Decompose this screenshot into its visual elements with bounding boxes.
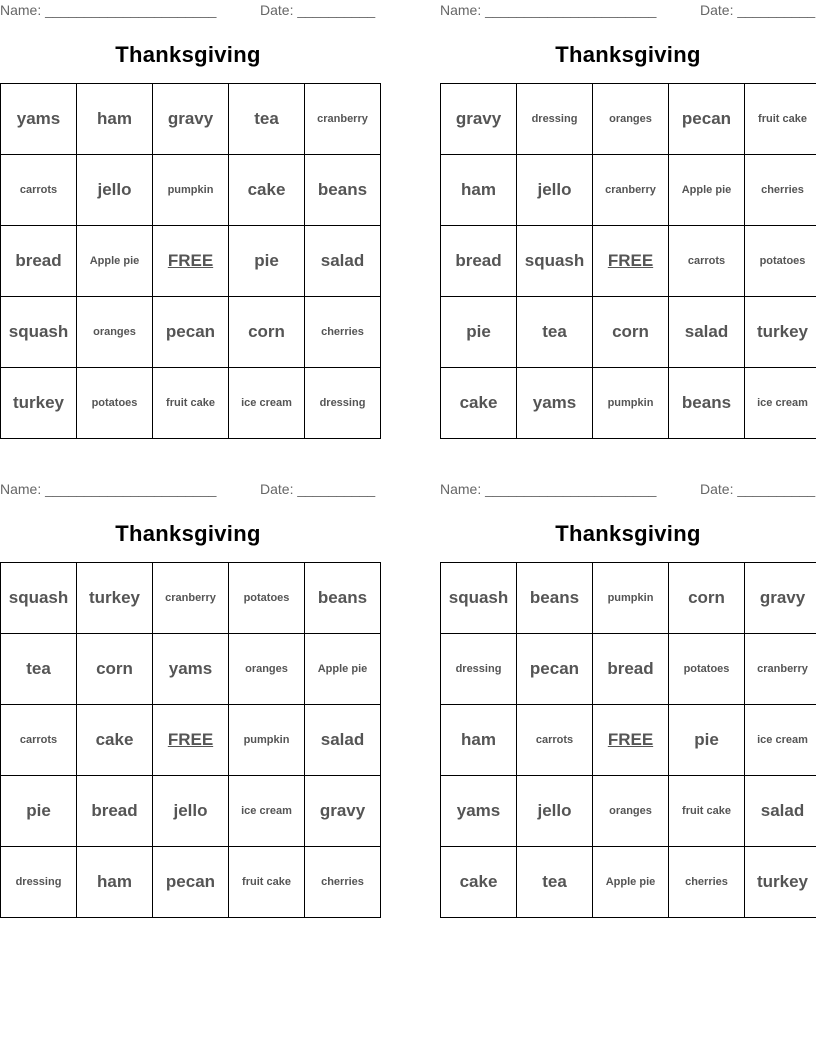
- bingo-cell: dressing: [1, 847, 77, 918]
- bingo-cell: tea: [517, 847, 593, 918]
- bingo-cell: ice cream: [745, 705, 816, 776]
- grid-row: [441, 776, 816, 847]
- bingo-cell: yams: [1, 84, 77, 155]
- name-field-label: Name: ______________________: [0, 2, 217, 18]
- card-title: Thanksgiving: [555, 521, 701, 546]
- name-date-row: [440, 2, 816, 20]
- grid-row: [1, 155, 381, 226]
- bingo-cell: cranberry: [593, 155, 669, 226]
- bingo-cell: cake: [441, 847, 517, 918]
- bingo-cell: Apple pie: [669, 155, 745, 226]
- grid-row: [1, 847, 381, 918]
- grid-row: [1, 226, 381, 297]
- bingo-cell: oranges: [77, 297, 153, 368]
- grid-row: [441, 368, 816, 439]
- name-date-row: [0, 2, 376, 20]
- grid-row: [1, 563, 381, 634]
- bingo-cell: beans: [305, 155, 381, 226]
- bingo-cell: bread: [441, 226, 517, 297]
- bingo-cell: turkey: [77, 563, 153, 634]
- date-field-label: Date: __________: [700, 481, 816, 497]
- bingo-cell: cherries: [305, 297, 381, 368]
- bingo-grid: [0, 562, 381, 918]
- bingo-cell: pumpkin: [229, 705, 305, 776]
- bingo-cell: cherries: [305, 847, 381, 918]
- bingo-cell: cranberry: [305, 84, 381, 155]
- bingo-cell: gravy: [305, 776, 381, 847]
- bingo-cell: salad: [669, 297, 745, 368]
- free-space-cell: FREE: [153, 705, 229, 776]
- bingo-cell: jello: [517, 155, 593, 226]
- grid-row: [1, 297, 381, 368]
- bingo-grid: [0, 83, 381, 439]
- bingo-cell: turkey: [1, 368, 77, 439]
- grid-row: [1, 84, 381, 155]
- grid-row: [441, 297, 816, 368]
- grid-row: [1, 368, 381, 439]
- bingo-cell: carrots: [1, 155, 77, 226]
- bingo-cell: tea: [229, 84, 305, 155]
- bingo-cell: pecan: [153, 297, 229, 368]
- bingo-cell: pie: [669, 705, 745, 776]
- bingo-cell: cake: [229, 155, 305, 226]
- bingo-cell: cake: [77, 705, 153, 776]
- bingo-cell: oranges: [229, 634, 305, 705]
- bingo-cell: gravy: [441, 84, 517, 155]
- name-field-label: Name: ______________________: [440, 481, 657, 497]
- free-space-cell: FREE: [593, 226, 669, 297]
- bingo-cell: potatoes: [745, 226, 816, 297]
- bingo-cell: dressing: [517, 84, 593, 155]
- bingo-cell: pumpkin: [593, 563, 669, 634]
- bingo-cell: pie: [441, 297, 517, 368]
- bingo-cell: corn: [229, 297, 305, 368]
- name-date-row: [440, 481, 816, 499]
- bingo-cell: potatoes: [77, 368, 153, 439]
- bingo-cell: jello: [517, 776, 593, 847]
- grid-row: [441, 634, 816, 705]
- bingo-cell: cake: [441, 368, 517, 439]
- bingo-cell: oranges: [593, 776, 669, 847]
- bingo-cell: tea: [517, 297, 593, 368]
- bingo-cell: salad: [305, 705, 381, 776]
- bingo-cell: pie: [229, 226, 305, 297]
- grid-row: [441, 705, 816, 776]
- bingo-cell: ham: [441, 155, 517, 226]
- name-field-label: Name: ______________________: [0, 481, 217, 497]
- grid-row: [1, 705, 381, 776]
- bingo-cell: gravy: [745, 563, 816, 634]
- date-field-label: Date: __________: [260, 2, 376, 18]
- grid-row: [441, 155, 816, 226]
- free-space-cell: FREE: [593, 705, 669, 776]
- bingo-cell: beans: [517, 563, 593, 634]
- card-title: Thanksgiving: [115, 521, 261, 546]
- bingo-cell: squash: [1, 297, 77, 368]
- free-space-cell: FREE: [153, 226, 229, 297]
- bingo-cell: yams: [517, 368, 593, 439]
- bingo-cell: beans: [669, 368, 745, 439]
- date-field-label: Date: __________: [260, 481, 376, 497]
- bingo-cell: bread: [77, 776, 153, 847]
- bingo-cell: pumpkin: [153, 155, 229, 226]
- card-title: Thanksgiving: [555, 42, 701, 67]
- bingo-cell: jello: [153, 776, 229, 847]
- bingo-cell: turkey: [745, 847, 816, 918]
- date-field-label: Date: __________: [700, 2, 816, 18]
- bingo-cell: pecan: [517, 634, 593, 705]
- bingo-cell: jello: [77, 155, 153, 226]
- bingo-cell: squash: [1, 563, 77, 634]
- grid-row: [441, 847, 816, 918]
- bingo-cell: ice cream: [229, 368, 305, 439]
- bingo-cell: cherries: [745, 155, 816, 226]
- bingo-cell: salad: [745, 776, 816, 847]
- bingo-cell: pie: [1, 776, 77, 847]
- card-title: Thanksgiving: [115, 42, 261, 67]
- bingo-cell: dressing: [305, 368, 381, 439]
- grid-row: [441, 563, 816, 634]
- bingo-cell: gravy: [153, 84, 229, 155]
- bingo-cell: potatoes: [669, 634, 745, 705]
- bingo-cell: carrots: [1, 705, 77, 776]
- bingo-cell: ice cream: [745, 368, 816, 439]
- bingo-cell: salad: [305, 226, 381, 297]
- bingo-cell: bread: [1, 226, 77, 297]
- grid-row: [441, 84, 816, 155]
- bingo-cell: pecan: [669, 84, 745, 155]
- bingo-cell: oranges: [593, 84, 669, 155]
- bingo-cell: ham: [77, 847, 153, 918]
- name-field-label: Name: ______________________: [440, 2, 657, 18]
- bingo-cell: carrots: [669, 226, 745, 297]
- bingo-grid: [440, 83, 816, 439]
- bingo-cell: ham: [441, 705, 517, 776]
- bingo-cell: fruit cake: [229, 847, 305, 918]
- bingo-cell: cranberry: [153, 563, 229, 634]
- bingo-cell: potatoes: [229, 563, 305, 634]
- grid-row: [441, 226, 816, 297]
- bingo-cell: corn: [77, 634, 153, 705]
- bingo-cell: Apple pie: [77, 226, 153, 297]
- bingo-cell: yams: [441, 776, 517, 847]
- bingo-cell: squash: [441, 563, 517, 634]
- bingo-cell: cranberry: [745, 634, 816, 705]
- bingo-cell: Apple pie: [593, 847, 669, 918]
- bingo-cell: yams: [153, 634, 229, 705]
- bingo-cell: pumpkin: [593, 368, 669, 439]
- bingo-cell: fruit cake: [745, 84, 816, 155]
- bingo-cell: bread: [593, 634, 669, 705]
- bingo-cell: turkey: [745, 297, 816, 368]
- bingo-cell: Apple pie: [305, 634, 381, 705]
- bingo-cell: fruit cake: [669, 776, 745, 847]
- bingo-cell: beans: [305, 563, 381, 634]
- bingo-cell: ham: [77, 84, 153, 155]
- bingo-cell: dressing: [441, 634, 517, 705]
- name-date-row: [0, 481, 376, 499]
- bingo-cell: tea: [1, 634, 77, 705]
- bingo-cell: corn: [669, 563, 745, 634]
- bingo-cell: carrots: [517, 705, 593, 776]
- bingo-grid: [440, 562, 816, 918]
- grid-row: [1, 634, 381, 705]
- grid-row: [1, 776, 381, 847]
- bingo-cell: cherries: [669, 847, 745, 918]
- bingo-cell: pecan: [153, 847, 229, 918]
- bingo-cell: ice cream: [229, 776, 305, 847]
- bingo-cell: corn: [593, 297, 669, 368]
- bingo-cell: fruit cake: [153, 368, 229, 439]
- bingo-cell: squash: [517, 226, 593, 297]
